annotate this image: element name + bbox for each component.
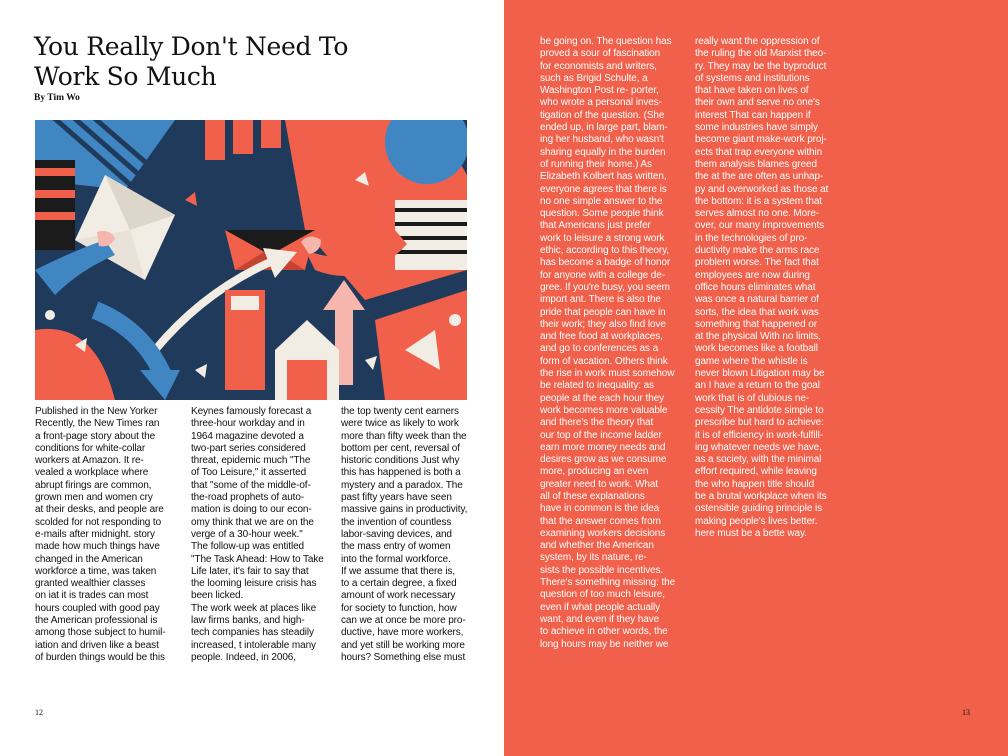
page-number-left: 12 [35, 708, 43, 717]
article-column-5: really want the oppression of the ruling the old Marxist theo- ry. They may be the byproduct of systems and institutions that have taken on lives of their own and serve no one's interest That can happen if some industries have simply become giant make-work proj- ects that trap everyone within them analysis blames greed the at the are often as unhap- py and overworked as those at the bottom: it is a system that serves almost no one. More- over, our many improvements in the technologies of pro- ductivity make the arms race problem worse. The fact that employees are now during office hours eliminates what was once a natural barrier of sorts, the idea that work was something that happened or at the physical With no limits, work becomes like a football game where the whistle is never blown Litigation may be an I have a return to the goal work that is of dubious ne- cessity The antidote simple to prescribe but hard to achieve: it is of efficiency in work-fulfill- ing whatever needs we have, as a society, with the minimal effort required, while leaving the who happen title should be a brutal workplace when its ostensible guiding principle is making people's lives better. here must be a bette way. [695, 36, 829, 539]
article-illustration [35, 120, 467, 400]
article-column-1: Published in the New Yorker Recently, the New Times ran a front-page story about the conditions for white-collar workers at Amazon. It re- vealed a workplace where abrupt firings are common, grown men and women cry at their desks, and people are scolded for not responding to e-mails after midnight. story made how much things have changed in the American workforce a time, was taken granted wealthier classes on iat it is trades can most hours coupled with good pay the American professional is among those subject to humil- iation and driven like a beast of burden things would be this [35, 406, 166, 663]
illustration-envelopes-arrows-hands-icon [35, 120, 467, 400]
article-title: You Really Don't Need To Work So Much [34, 32, 349, 91]
article-byline: By Tim Wo [34, 93, 80, 103]
page-number-right: 13 [962, 708, 970, 717]
article-column-2: Keynes famously forecast a three-hour workday and in 1964 magazine devoted a two-part series considered threat, epidemic much "The of Too Leisure," it asserted that "some of the middle-of- the-road prophets of auto- mation is doing to our econ- omy think that we are on the verge of a 30-hour week." The follow-up was entitled "The Task Ahead: How to Take Life later, it's fair to say that the looming leisure crisis has been licked. The work week at places like law firms banks, and high- tech companies has steadily increased, t intolerable many people. Indeed, in 2006, [191, 406, 324, 663]
article-column-4: be going on. The question has proved a sour of fascination for economists and writers, such as Brigid Schulte, a Washington Post re- porter, who wrote a personal inves- tigation of the question. (She ended up, in large part, blam- ing her husband, who wasn't sharing equally in the burden of running their home.) As Elizabeth Kolbert has written, everyone agrees that there is no one simple answer to the question. Some people think that Americans just prefer work to leisure a strong work ethic, according to this theory, has become a badge of honor for anyone with a college de- gree. If you're busy, you seem import ant. There is also the pride that people can have in their work; they also find love and free food at workplaces, and go to conferences as a form of vacation. Others think the rise in work must somehow be related to inequality: as people at the each hour they work becomes more valuable and there's the theory that our top of the income ladder earn more money needs and desires grow as we consume more, producing an even greater need to work. What all of these explanations have in common is the idea that the answer comes from examining workers decisions and whether the American system, by its nature, re- sists the possible incentives. There's something missing: the question of too much leisure, even if what people actually want, and even if they have to achieve in other words, the long hours may be neither we [540, 36, 676, 650]
article-column-3: the top twenty cent earners were twice as likely to work more than fifty week than the bottom per cent, reversal of historic conditions Just why this has happened is both a mystery and a paradox. The past fifty years have seen massive gains in productivity, the invention of countless labor-saving devices, and the mass entry of women into the formal workforce. If we assume that there is, to a certain degree, a fixed amount of work necessary for society to function, how can we at once be more pro- ductive, have more workers, and yet still be working more hours? Something else must [341, 406, 468, 663]
